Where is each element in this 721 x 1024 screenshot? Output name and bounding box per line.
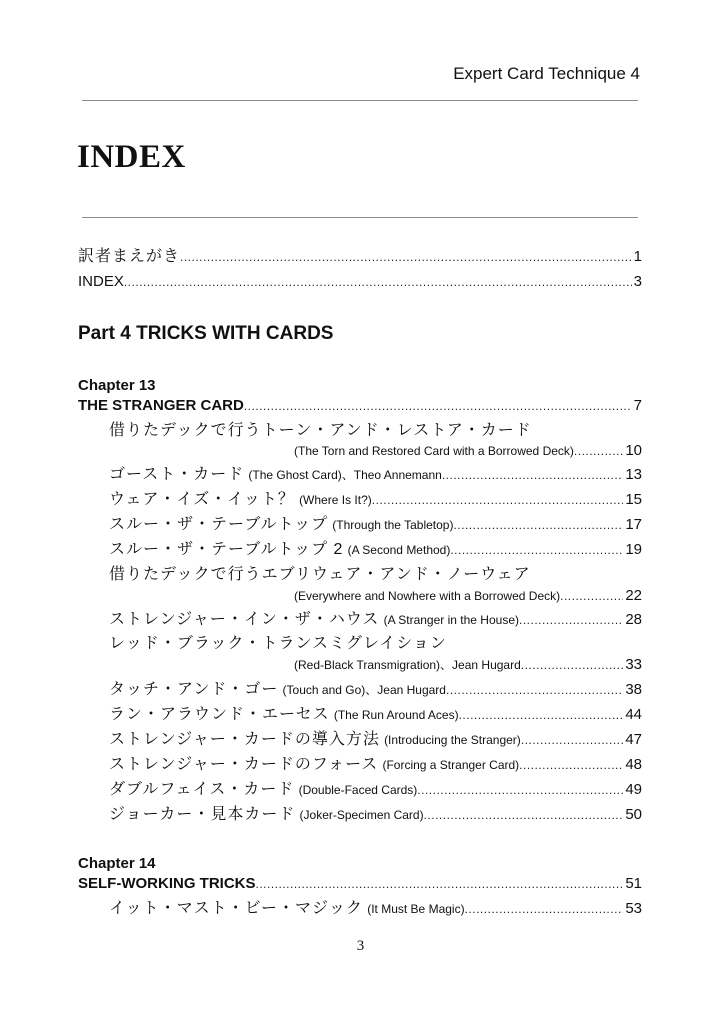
toc-entry xyxy=(294,440,642,462)
toc-entry xyxy=(109,704,642,726)
page-title: INDEX xyxy=(77,139,186,175)
entry-page: 13 xyxy=(625,466,642,483)
entry-jp-title: ジョーカー・見本カード xyxy=(109,806,296,823)
leader-dots xyxy=(519,609,623,631)
chapter-title: THE STRANGER CARD xyxy=(78,397,244,414)
leader-dots xyxy=(465,898,624,920)
entry-page: 38 xyxy=(625,681,642,698)
chapter-label: Chapter 13 xyxy=(78,377,156,394)
leader-dots xyxy=(424,804,624,826)
leader-dots xyxy=(453,514,623,536)
entry-page: 50 xyxy=(625,806,642,823)
entry-page: 3 xyxy=(633,273,642,290)
toc-entry xyxy=(109,804,642,826)
entry-jp-title: スルー・ザ・テーブルトップ 2 xyxy=(109,541,344,558)
chapter-title-row xyxy=(78,873,642,895)
entry-jp-title: ダブルフェイス・カード xyxy=(109,781,295,798)
toc-entry xyxy=(109,539,642,561)
leader-dots xyxy=(459,704,624,726)
title-rule xyxy=(82,217,638,218)
entry-en-title: (It Must Be Magic) xyxy=(367,902,465,916)
entry-jp-title: ラン・アラウンド・エーセス xyxy=(109,706,330,723)
entry-jp-title: ストレンジャー・イン・ザ・ハウス xyxy=(109,611,380,628)
entry-en-title: (Where Is It?) xyxy=(299,493,372,507)
entry-page: 7 xyxy=(633,397,642,414)
toc-entry xyxy=(109,609,642,631)
entry-page: 17 xyxy=(625,516,642,533)
entry-page: 10 xyxy=(625,442,642,459)
leader-dots xyxy=(244,395,632,417)
entry-title: 訳者まえがき xyxy=(78,248,181,265)
part-heading: Part 4 TRICKS WITH CARDS xyxy=(78,323,334,344)
leader-dots xyxy=(560,585,623,607)
entry-page: 15 xyxy=(625,491,642,508)
entry-author: 、Theo Annemann xyxy=(341,468,442,482)
leader-dots xyxy=(442,464,623,486)
chapter-title: SELF-WORKING TRICKS xyxy=(78,875,256,892)
leader-dots xyxy=(124,271,632,293)
entry-page: 44 xyxy=(625,706,642,723)
entry-page: 51 xyxy=(625,875,642,892)
running-header: Expert Card Technique 4 xyxy=(453,64,640,83)
toc-entry xyxy=(109,729,642,751)
entry-en-title: (Double-Faced Cards) xyxy=(298,783,418,797)
entry-en-title: (The Run Around Aces) xyxy=(333,708,459,722)
entry-jp-title: スルー・ザ・テーブルトップ xyxy=(109,516,329,533)
entry-author: 、Jean Hugard xyxy=(365,683,446,697)
page-number: 3 xyxy=(356,938,365,954)
toc-entry-index xyxy=(78,271,642,293)
leader-dots xyxy=(519,754,623,776)
header-rule xyxy=(82,100,638,101)
leader-dots xyxy=(450,539,623,561)
entry-jp-title: ストレンジャー・カードの導入方法 xyxy=(109,731,380,748)
toc-entry xyxy=(109,464,642,486)
leader-dots xyxy=(521,729,624,751)
entry-en-title: (The Torn and Restored Card with a Borrowed Deck) xyxy=(294,444,574,458)
leader-dots xyxy=(446,679,623,701)
entry-page: 47 xyxy=(625,731,642,748)
entry-en-title: (Forcing a Stranger Card) xyxy=(382,758,520,772)
entry-jp-title: 借りたデックで行うエブリウェア・アンド・ノーウェア xyxy=(109,566,531,583)
toc-entry xyxy=(294,654,642,676)
leader-dots xyxy=(417,779,623,801)
entry-jp-title: ウェア・イズ・イット？ xyxy=(109,491,295,508)
entry-en-title: (Joker-Specimen Card) xyxy=(299,808,424,822)
entry-page: 49 xyxy=(625,781,642,798)
entry-en-title: (Touch and Go) xyxy=(282,683,366,697)
chapter-title-row xyxy=(78,395,642,417)
entry-page: 33 xyxy=(625,656,642,673)
entry-jp-title: ゴースト・カード xyxy=(109,466,245,483)
toc-entry xyxy=(109,514,642,536)
toc-entry xyxy=(109,489,642,511)
leader-dots xyxy=(521,654,624,676)
entry-page: 19 xyxy=(625,541,642,558)
toc-entry xyxy=(109,679,642,701)
entry-en-title: (Introducing the Stranger) xyxy=(384,733,521,747)
toc-entry xyxy=(109,898,642,920)
toc-entry xyxy=(109,754,642,776)
toc-entry-preface xyxy=(78,246,642,268)
entry-en-title: (A Stranger in the House) xyxy=(383,613,519,627)
chapter-label: Chapter 14 xyxy=(78,855,156,872)
leader-dots xyxy=(180,246,632,268)
leader-dots xyxy=(256,873,624,895)
entry-author: 、Jean Hugard xyxy=(440,658,521,672)
entry-title: INDEX xyxy=(78,273,124,290)
entry-page: 53 xyxy=(625,900,642,917)
entry-en-title: (Everywhere and Nowhere with a Borrowed Deck) xyxy=(294,589,561,603)
entry-jp-title: タッチ・アンド・ゴー xyxy=(109,681,279,698)
entry-en-title: (Red-Black Transmigration) xyxy=(294,658,441,672)
entry-page: 28 xyxy=(625,611,642,628)
entry-jp-title: イット・マスト・ビー・マジック xyxy=(109,900,364,917)
entry-en-title: (A Second Method) xyxy=(347,543,451,557)
toc-entry xyxy=(109,779,642,801)
entry-jp-title: レッド・ブラック・トランスミグレイション xyxy=(109,635,447,652)
entry-jp-title: ストレンジャー・カードのフォース xyxy=(109,756,379,773)
toc-entry xyxy=(294,585,642,607)
leader-dots xyxy=(574,440,623,462)
entry-en-title: (The Ghost Card) xyxy=(248,468,342,482)
entry-jp-title: 借りたデックで行うトーン・アンド・レストア・カード xyxy=(109,422,532,439)
entry-page: 48 xyxy=(625,756,642,773)
entry-page: 1 xyxy=(633,248,642,265)
leader-dots xyxy=(372,489,624,511)
entry-en-title: (Through the Tabletop) xyxy=(332,518,454,532)
entry-page: 22 xyxy=(625,587,642,604)
